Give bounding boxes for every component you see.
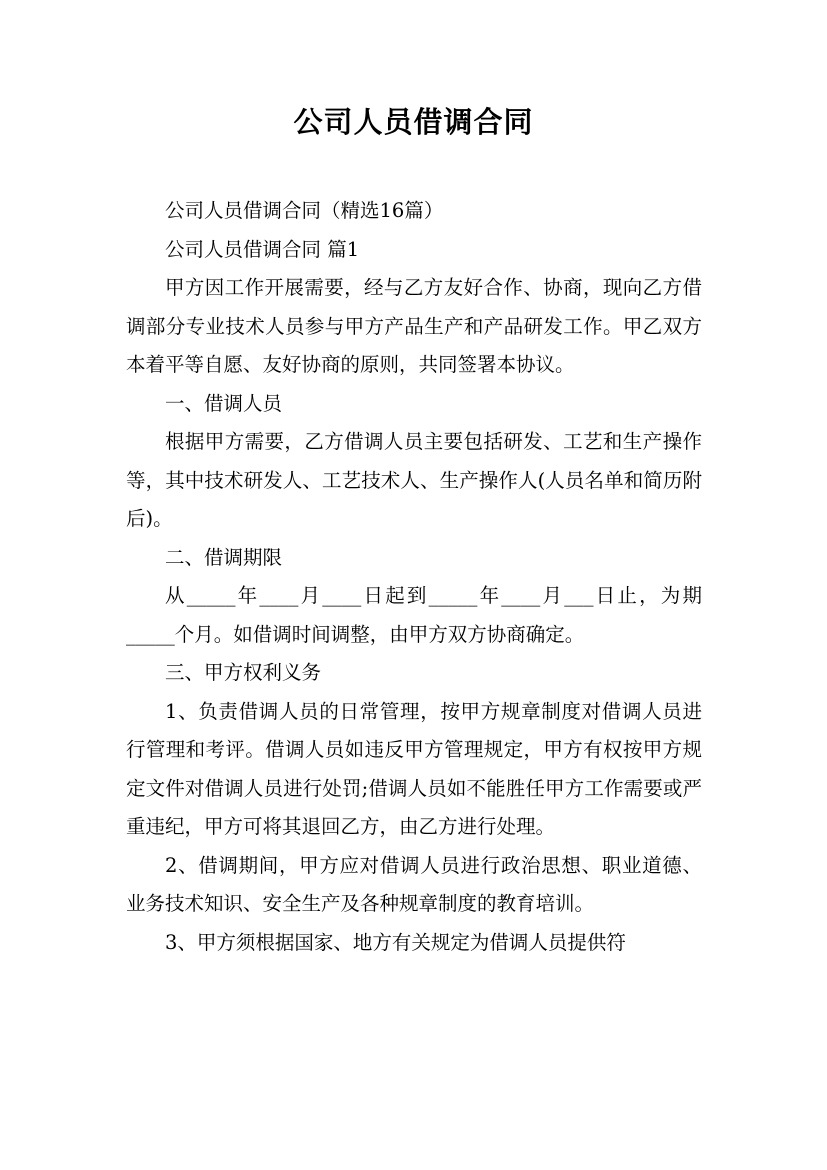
period-paragraph: 从_____年____月____日起到_____年____月___日止，为期_____个月。如借调时间调整，由甲方双方协商确定。 (126, 584, 702, 646)
document-title: 公司人员借调合同 (293, 105, 534, 139)
section-heading-paragraph: 公司人员借调合同 篇1 (165, 237, 360, 261)
subtitle-paragraph: 公司人员借调合同（精选16篇） (165, 199, 444, 222)
intro-paragraph: 甲方因工作开展需要，经与乙方友好合作、协商，现向乙方借调部分专业技术人员参与甲方产品生产和产品研发工作。甲乙双方本着平等自愿、友好协商的原则，共同签署本协议。 (126, 276, 702, 376)
heading-party-a-rights: 三、甲方权利义务 (165, 661, 322, 684)
clause-3-paragraph: 3、甲方须根据国家、地方有关规定为借调人员提供符 (165, 930, 626, 954)
clause-2-paragraph: 2、借调期间，甲方应对借调人员进行政治思想、职业道德、业务技术知识、安全生产及各种规章制度的教育培训。 (126, 853, 702, 915)
heading-secondment-period: 二、借调期限 (165, 545, 283, 569)
heading-seconded-personnel: 一、借调人员 (165, 391, 283, 415)
document-body (126, 192, 702, 962)
personnel-paragraph: 根据甲方需要，乙方借调人员主要包括研发、工艺和生产操作等，其中技术研发人、工艺技术人、生产操作人(人员名单和简历附后)。 (126, 430, 702, 530)
clause-1-paragraph: 1、负责借调人员的日常管理，按甲方规章制度对借调人员进行管理和考评。借调人员如违反甲方管理规定，甲方有权按甲方规定文件对借调人员进行处罚;借调人员如不能胜任甲方工作需要或严重违纪，甲方可将其退回乙方，由乙方进行处理。 (126, 699, 702, 838)
